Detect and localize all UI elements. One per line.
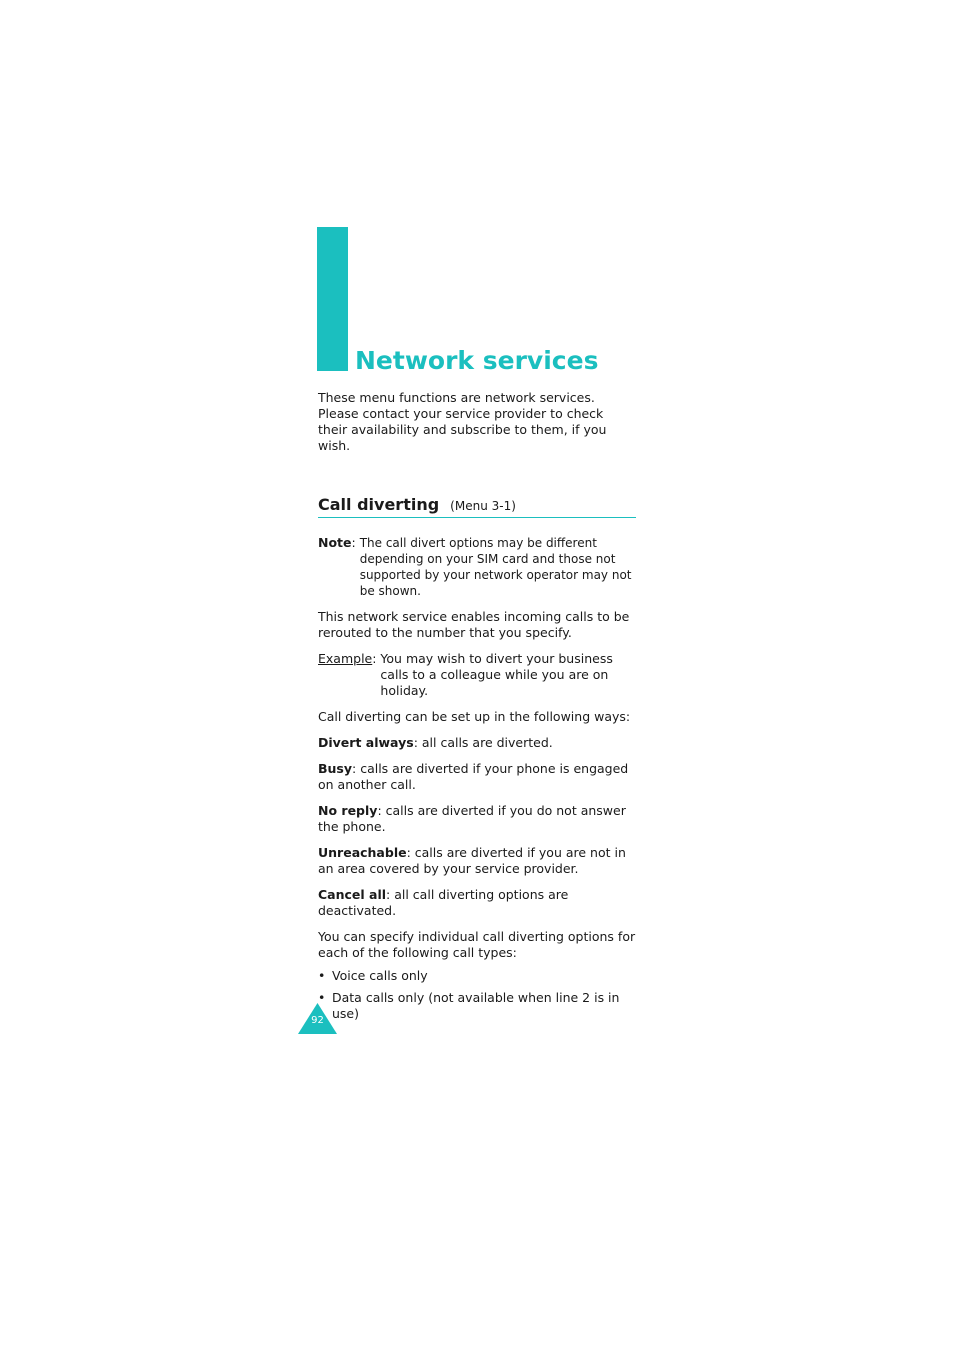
list-item: • Data calls only (not available when line 2 is in use) — [318, 990, 620, 1021]
example-block: Example: You may wish to divert your business calls to a colleague while you are on holiday. — [318, 651, 636, 699]
page-title: Network services — [355, 346, 599, 375]
option-desc: : all calls are diverted. — [413, 735, 553, 750]
bullet-icon: • — [318, 968, 326, 983]
page-number: 92 — [311, 1015, 324, 1026]
section-title: Call diverting — [318, 495, 440, 514]
option-desc: : calls are diverted if your phone is engaged on another call. — [318, 761, 629, 792]
option-desc: : calls are diverted if you do not answer the phone. — [318, 803, 626, 834]
paragraph-ways: Call diverting can be set up in the following ways: — [318, 709, 631, 724]
note-label: Note — [318, 535, 352, 550]
option-term: Divert always — [318, 735, 414, 750]
bullet-icon: • — [318, 990, 326, 1005]
page-content — [318, 390, 636, 1028]
section-heading — [318, 495, 636, 518]
example-label: Example — [318, 651, 373, 666]
section-menu-ref: (Menu 3-1) — [450, 499, 516, 513]
intro-paragraph: These menu functions are network services. Please contact your service provider to check their availability and subscribe to them, if you wish. — [318, 390, 607, 453]
option-term: No reply — [318, 803, 378, 818]
option-no-reply — [318, 803, 636, 835]
option-divert-always — [318, 735, 636, 751]
page-number-marker — [298, 1003, 337, 1034]
option-term: Cancel all — [318, 887, 387, 902]
list-item: • Voice calls only — [318, 968, 428, 983]
option-term: Unreachable — [318, 845, 407, 860]
example-text: You may wish to divert your business calls to a colleague while you are on holiday. — [380, 651, 613, 698]
call-type-list — [318, 968, 636, 1022]
note-block: Note: The call divert options may be different depending on your SIM card and those not supported by your network operator may not be shown. — [318, 535, 636, 599]
option-desc: : calls are diverted if you are not in an area covered by your service provider. — [318, 845, 626, 876]
chapter-accent-bar — [317, 227, 348, 371]
option-desc: : all call diverting options are deactivated. — [318, 887, 569, 918]
option-cancel-all — [318, 887, 636, 919]
option-unreachable — [318, 845, 636, 877]
option-term: Busy — [318, 761, 353, 776]
paragraph-call-types: You can specify individual call diverting options for each of the following call types: — [318, 929, 636, 960]
note-text: The call divert options may be different depending on your SIM card and those not supported by your network operator may not be shown. — [359, 536, 632, 598]
option-busy — [318, 761, 636, 793]
paragraph-rerouting: This network service enables incoming calls to be rerouted to the number that you specify. — [318, 609, 630, 640]
